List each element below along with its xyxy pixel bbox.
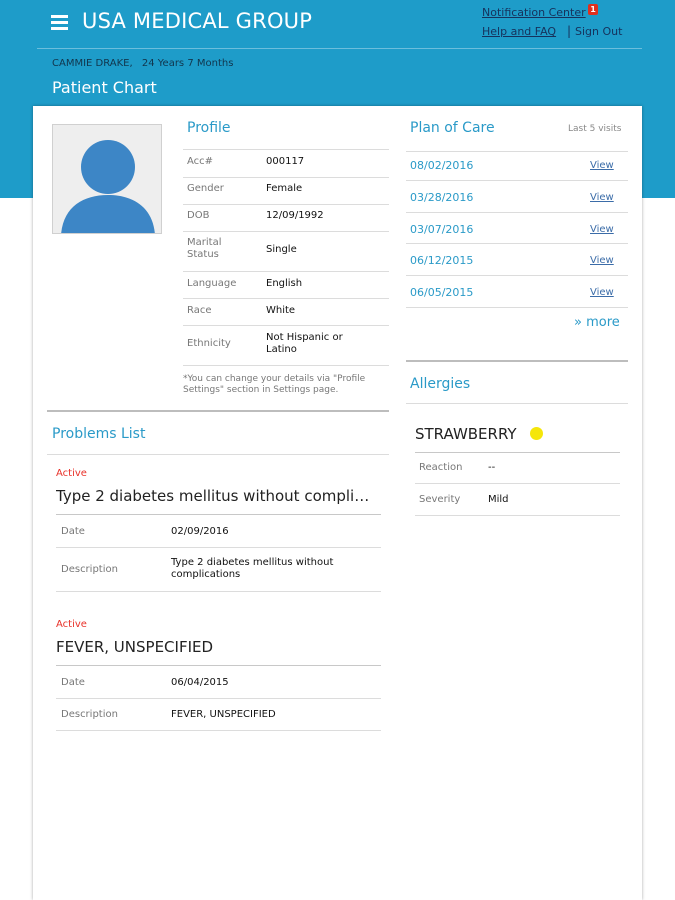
- hamburger-menu-icon[interactable]: [51, 15, 68, 30]
- profile-label-marital-status: Marital Status: [187, 237, 222, 260]
- allergy-reaction-value: --: [488, 462, 496, 473]
- divider: [183, 325, 389, 326]
- divider: [415, 483, 620, 484]
- problem-status: Active: [56, 468, 87, 479]
- divider: [183, 271, 389, 272]
- divider: [406, 275, 628, 276]
- problem-description: FEVER, UNSPECIFIED: [171, 709, 276, 720]
- profile-label-gender: Gender: [187, 183, 224, 194]
- patient-age: 24 Years 7 Months: [141, 58, 234, 69]
- profile-label-ethnicity: Ethnicity: [187, 338, 231, 349]
- divider: [47, 454, 389, 455]
- problem-date-label: Date: [61, 526, 85, 537]
- app-brand: USA MEDICAL GROUP: [82, 9, 313, 33]
- allergies-section-title: Allergies: [410, 376, 471, 392]
- divider: [183, 365, 389, 366]
- problems-section-title: Problems List: [52, 426, 146, 442]
- divider: [406, 180, 628, 181]
- allergy-severity-value: Mild: [488, 494, 509, 505]
- app-header: [0, 0, 675, 48]
- divider: [183, 298, 389, 299]
- help-faq-link[interactable]: Help and FAQ: [482, 25, 557, 38]
- divider: [183, 177, 389, 178]
- notification-badge: 1: [588, 4, 598, 15]
- plan-of-care-subtitle: Last 5 visits: [568, 124, 622, 134]
- profile-value-acc: 000117: [266, 156, 305, 167]
- divider: [406, 212, 628, 213]
- profile-settings-note: *You can change your details via "Profile Settings" section in Settings page.: [183, 374, 366, 395]
- divider: [56, 730, 381, 731]
- divider: [183, 149, 389, 150]
- problem-description-label: Description: [61, 709, 118, 720]
- problem-title: FEVER, UNSPECIFIED: [56, 638, 214, 656]
- allergy-severity-indicator: [530, 427, 543, 440]
- problem-description: Type 2 diabetes mellitus without complications: [171, 557, 334, 580]
- patient-name: CAMMIE DRAKE,: [52, 58, 133, 69]
- header-divider: [37, 48, 642, 49]
- profile-value-language: English: [266, 278, 303, 289]
- divider: [415, 452, 620, 453]
- divider: [183, 204, 389, 205]
- divider: [56, 514, 381, 515]
- page-title: Patient Chart: [52, 78, 157, 97]
- visit-date: 03/28/2016: [410, 191, 474, 204]
- section-divider: [47, 410, 389, 412]
- problem-date: 02/09/2016: [171, 526, 229, 537]
- profile-value-gender: Female: [266, 183, 303, 194]
- visit-view-link[interactable]: View: [590, 287, 614, 298]
- problem-status: Active: [56, 619, 87, 630]
- link-separator: |: [567, 24, 572, 38]
- visit-date: 06/12/2015: [410, 254, 474, 267]
- profile-value-dob: 12/09/1992: [266, 210, 324, 221]
- visit-date: 08/02/2016: [410, 159, 474, 172]
- profile-value-ethnicity: Not Hispanic or Latino: [266, 332, 343, 355]
- problem-description-label: Description: [61, 564, 118, 575]
- sign-out-link[interactable]: Sign Out: [575, 25, 623, 38]
- profile-value-race: White: [266, 305, 296, 316]
- visit-view-link[interactable]: View: [590, 255, 614, 266]
- visit-view-link[interactable]: View: [590, 224, 614, 235]
- divider: [183, 231, 389, 232]
- notification-center-link[interactable]: Notification Center: [482, 6, 586, 19]
- allergy-reaction-label: Reaction: [419, 462, 463, 473]
- user-avatar-icon: [53, 125, 162, 234]
- allergy-name: STRAWBERRY: [415, 425, 517, 443]
- visit-date: 06/05/2015: [410, 286, 474, 299]
- divider: [406, 403, 628, 404]
- visit-view-link[interactable]: View: [590, 160, 614, 171]
- divider: [406, 307, 628, 308]
- patient-info: [52, 58, 233, 69]
- patient-chart-card: [33, 106, 642, 900]
- divider: [56, 547, 381, 548]
- section-divider: [406, 360, 628, 362]
- problem-title: Type 2 diabetes mellitus without compli…: [56, 487, 370, 505]
- problem-date-label: Date: [61, 677, 85, 688]
- problem-date: 06/04/2015: [171, 677, 229, 688]
- visit-date: 03/07/2016: [410, 223, 474, 236]
- profile-label-dob: DOB: [187, 210, 210, 221]
- visit-view-link[interactable]: View: [590, 192, 614, 203]
- avatar: [52, 124, 162, 234]
- divider: [56, 698, 381, 699]
- profile-value-marital-status: Single: [266, 244, 297, 255]
- profile-label-language: Language: [187, 278, 237, 289]
- more-visits-link[interactable]: » more: [574, 315, 620, 330]
- profile-label-race: Race: [187, 305, 212, 316]
- profile-label-acc: Acc#: [187, 156, 214, 167]
- plan-of-care-title: Plan of Care: [410, 120, 495, 136]
- divider: [56, 591, 381, 592]
- allergy-severity-label: Severity: [419, 494, 461, 505]
- divider: [406, 151, 628, 152]
- divider: [56, 665, 381, 666]
- divider: [406, 243, 628, 244]
- profile-section-title: Profile: [187, 120, 231, 136]
- divider: [415, 515, 620, 516]
